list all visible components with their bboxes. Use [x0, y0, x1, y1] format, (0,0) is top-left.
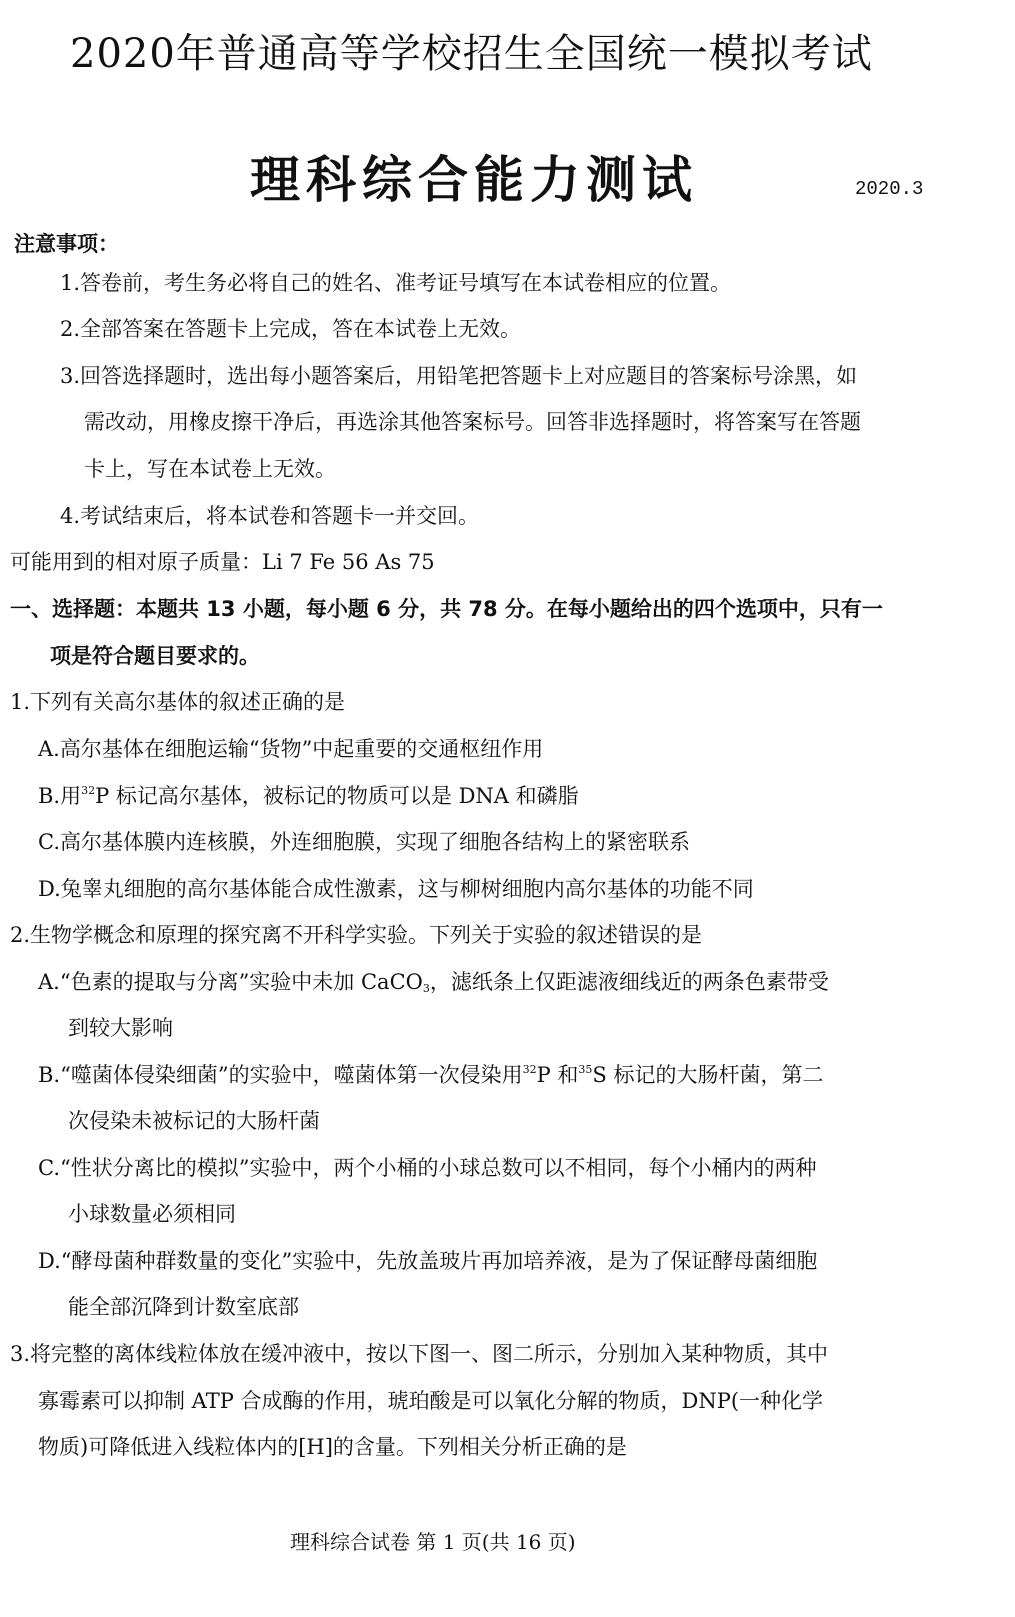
question-3-stem-line-2: 寡霉素可以抑制 ATP 合成酶的作用，琥珀酸是可以氧化分解的物质，DNP(一种化学 [38, 1389, 824, 1413]
question-2-option-d-cont: 能全部沉降到计数室底部 [68, 1295, 299, 1319]
question-1-option-c: C.高尔基体膜内连核膜，外连细胞膜，实现了细胞各结构上的紧密联系 [38, 830, 690, 854]
exam-date: 2020.3 [855, 178, 924, 200]
question-3-stem-line-3: 物质)可降低进入线粒体内的[H]的含量。下列相关分析正确的是 [38, 1435, 627, 1459]
notice-item-3: 3.回答选择题时，选出每小题答案后，用铅笔把答题卡上对应题目的答案标号涂黑，如 [60, 364, 858, 388]
question-2-option-c-cont: 小球数量必须相同 [68, 1202, 236, 1226]
subject-title: 理科综合能力测试 [250, 151, 698, 209]
question-1-option-d: D.兔睾丸细胞的高尔基体能合成性激素，这与柳树细胞内高尔基体的功能不同 [38, 877, 754, 901]
question-2-option-a: A.“色素的提取与分离”实验中未加 CaCO$_3$，滤纸条上仅距滤液细线近的两条色素带受 [38, 970, 829, 995]
notice-item-4: 4.考试结束后，将本试卷和答题卡一并交回。 [60, 504, 480, 528]
question-2-option-c: C.“性状分离比的模拟”实验中，两个小桶的小球总数可以不相同，每个小桶内的两种 [38, 1156, 817, 1180]
question-3-stem-line-1: 3.将完整的离体线粒体放在缓冲液中，按以下图一、图二所示，分别加入某种物质，其中 [10, 1342, 829, 1366]
question-1-option-b: B.用$^{32}$P 标记高尔基体，被标记的物质可以是 DNA 和磷脂 [38, 784, 579, 808]
notice-heading: 注意事项： [14, 232, 119, 256]
question-2-option-b: B.“噬菌体侵染细菌”的实验中，噬菌体第一次侵染用$^{32}$P 和$^{35}$S 标记的大肠杆菌，第二 [38, 1063, 824, 1087]
question-2-option-a-cont: 到较大影响 [68, 1016, 173, 1040]
notice-item-1: 1.答卷前，考生务必将自己的姓名、准考证号填写在本试卷相应的位置。 [60, 271, 732, 295]
exam-title: 2020年普通高等学校招生全国统一模拟考试 [70, 31, 873, 77]
question-1-stem: 1.下列有关高尔基体的叙述正确的是 [10, 690, 346, 714]
page-footer: 理科综合试卷 第 1 页(共 16 页) [290, 1530, 576, 1554]
section-heading: 一、选择题：本题共 13 小题，每小题 6 分，共 78 分。在每小题给出的四个选项中，只有一 [10, 597, 883, 621]
question-2-option-b-cont: 次侵染未被标记的大肠杆菌 [68, 1109, 320, 1133]
notice-item-3-cont2: 卡上，写在本试卷上无效。 [84, 457, 336, 481]
question-2-option-d: D.“酵母菌种群数量的变化”实验中，先放盖玻片再加培养液，是为了保证酵母菌细胞 [38, 1249, 818, 1273]
atomic-masses: 可能用到的相对原子质量：Li 7 Fe 56 As 75 [10, 550, 435, 574]
question-2-stem: 2.生物学概念和原理的探究离不开科学实验。下列关于实验的叙述错误的是 [10, 923, 703, 947]
question-1-option-a: A.高尔基体在细胞运输“货物”中起重要的交通枢纽作用 [38, 737, 544, 761]
notice-item-3-cont: 需改动，用橡皮擦干净后，再选涂其他答案标号。回答非选择题时，将答案写在答题 [84, 410, 861, 434]
notice-item-2: 2.全部答案在答题卡上完成，答在本试卷上无效。 [60, 317, 522, 341]
section-heading-cont: 项是符合题目要求的。 [50, 644, 260, 668]
